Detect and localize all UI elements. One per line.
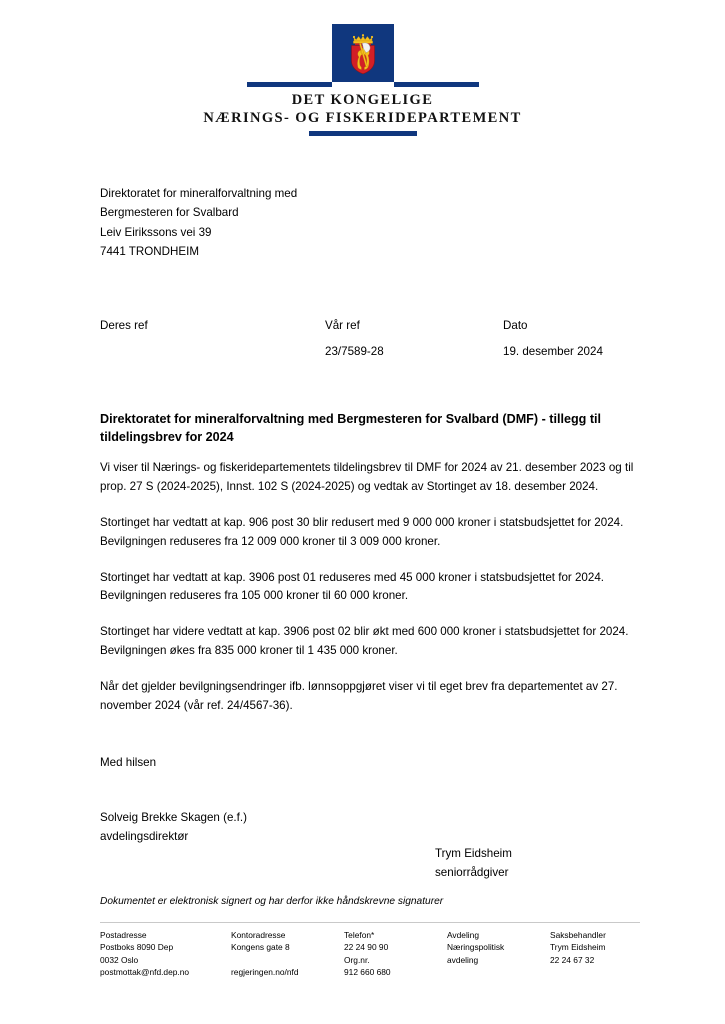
dato-value: 19. desember 2024 bbox=[503, 344, 603, 358]
footer-column-line: regjeringen.no/nfd bbox=[231, 967, 299, 978]
letterhead-bar-left bbox=[247, 82, 332, 87]
footer-column-line: Trym Eidsheim bbox=[550, 942, 606, 953]
page-footer bbox=[100, 922, 640, 979]
cosigner-block bbox=[435, 845, 512, 883]
signer-name: Solveig Brekke Skagen (e.f.) bbox=[100, 811, 247, 824]
footer-column-line: Org.nr. bbox=[344, 954, 370, 965]
dato-label: Dato bbox=[503, 319, 528, 332]
recipient-line-2: Bergmesteren for Svalbard bbox=[100, 206, 239, 220]
footer-column-header: Avdeling bbox=[447, 930, 479, 940]
letterhead-bar-right bbox=[394, 82, 479, 87]
footer-contact-table bbox=[100, 929, 640, 979]
footer-column-saksbehandler bbox=[550, 929, 640, 979]
footer-column-line bbox=[231, 954, 344, 966]
body-paragraph: Stortinget har vedtatt at kap. 906 post 30 blir redusert med 9 000 000 kroner i statsbudsjettet for 2024. Bevilgningen reduseres fra 12 009 000 kroner til 3 009 000 kroner. bbox=[100, 515, 624, 548]
letter-body bbox=[100, 459, 662, 716]
body-paragraph: Stortinget har videre vedtatt at kap. 3906 post 02 blir økt med 600 000 kroner i statsbudsjettet for 2024. Bevilgningen økes fra 835 000 kroner til 1 435 000 kroner. bbox=[100, 625, 629, 658]
body-paragraph: Når det gjelder bevilgningsendringer ifb. lønnsoppgjøret viser vi til eget brev fra departementet av 27. november 2024 (vår ref. 24/4567-36). bbox=[100, 680, 618, 713]
deres-ref-label: Deres ref bbox=[100, 319, 148, 332]
recipient-line-1: Direktoratet for mineralforvaltning med bbox=[100, 187, 298, 200]
footer-column-postadresse bbox=[100, 929, 231, 979]
footer-column-line: 22 24 67 32 bbox=[550, 954, 595, 965]
department-name bbox=[203, 92, 521, 127]
footer-column-avdeling bbox=[447, 929, 550, 979]
footer-column-line: Postboks 8090 Dep bbox=[100, 942, 174, 953]
var-ref-value: 23/7589-28 bbox=[325, 344, 384, 358]
body-paragraph: Stortinget har vedtatt at kap. 3906 post 01 reduseres med 45 000 kroner i statsbudsjettet for 2024. Bevilgningen reduseres fra 105 000 kroner til 60 000 kroner. bbox=[100, 570, 604, 603]
footer-column-header: Kontoradresse bbox=[231, 930, 286, 940]
footer-column-line: Kongens gate 8 bbox=[231, 942, 290, 953]
cosigner-title: seniorrådgiver bbox=[435, 865, 509, 879]
cosigner-name: Trym Eidsheim bbox=[435, 847, 512, 860]
signer-block bbox=[100, 809, 247, 847]
letterhead-bar-bottom bbox=[309, 131, 417, 136]
footer-column-line: 0032 Oslo bbox=[100, 954, 139, 965]
recipient-line-4: 7441 TRONDHEIM bbox=[100, 245, 200, 259]
footer-column-line: Næringspolitisk bbox=[447, 942, 505, 953]
footer-column-telefon bbox=[344, 929, 447, 979]
footer-divider bbox=[100, 922, 640, 923]
var-ref-label: Vår ref bbox=[325, 319, 360, 332]
dato-column bbox=[503, 317, 603, 361]
footer-column-kontoradresse bbox=[231, 929, 344, 979]
var-ref-column bbox=[325, 317, 384, 361]
recipient-address-block bbox=[100, 184, 500, 262]
footer-column-header: Postadresse bbox=[100, 930, 147, 940]
footer-column-line: postmottak@nfd.dep.no bbox=[100, 967, 190, 978]
letterhead bbox=[0, 24, 725, 136]
page-title: Direktoratet for mineralforvaltning med Bergmesteren for Svalbard (DMF) - tillegg til tildelingsbrev for 2024 bbox=[100, 412, 602, 444]
signer-title: avdelingsdirektør bbox=[100, 829, 189, 843]
footer-column-line: 22 24 90 90 bbox=[344, 942, 389, 953]
recipient-line-3: Leiv Eirikssons vei 39 bbox=[100, 225, 212, 239]
closing-salutation: Med hilsen bbox=[100, 756, 157, 769]
footer-column-line: 912 660 680 bbox=[344, 967, 391, 978]
letterhead-side-bars bbox=[247, 82, 479, 87]
reference-line bbox=[100, 317, 660, 365]
emblem-banner bbox=[332, 24, 394, 82]
electronic-signature-note: Dokumentet er elektronisk signert og har derfor ikke håndskrevne signaturer bbox=[100, 896, 444, 907]
footer-column-line: avdeling bbox=[447, 954, 479, 965]
norwegian-coat-of-arms-icon bbox=[346, 31, 380, 75]
department-name-line-2: NÆRINGS- OG FISKERIDEPARTEMENT bbox=[203, 109, 522, 126]
footer-column-header: Telefon* bbox=[344, 930, 375, 940]
body-paragraph: Vi viser til Nærings- og fiskeridepartementets tildelingsbrev til DMF for 2024 av 21. desember 2023 og til prop. 27 S (2024-2025), Innst. 102 S (2024-2025) og vedtak av Stortinget av 18. desember 2024. bbox=[100, 461, 634, 493]
footer-column-header: Saksbehandler bbox=[550, 930, 606, 940]
department-name-line-1: DET KONGELIGE bbox=[291, 92, 434, 108]
deres-ref-column bbox=[100, 317, 148, 343]
